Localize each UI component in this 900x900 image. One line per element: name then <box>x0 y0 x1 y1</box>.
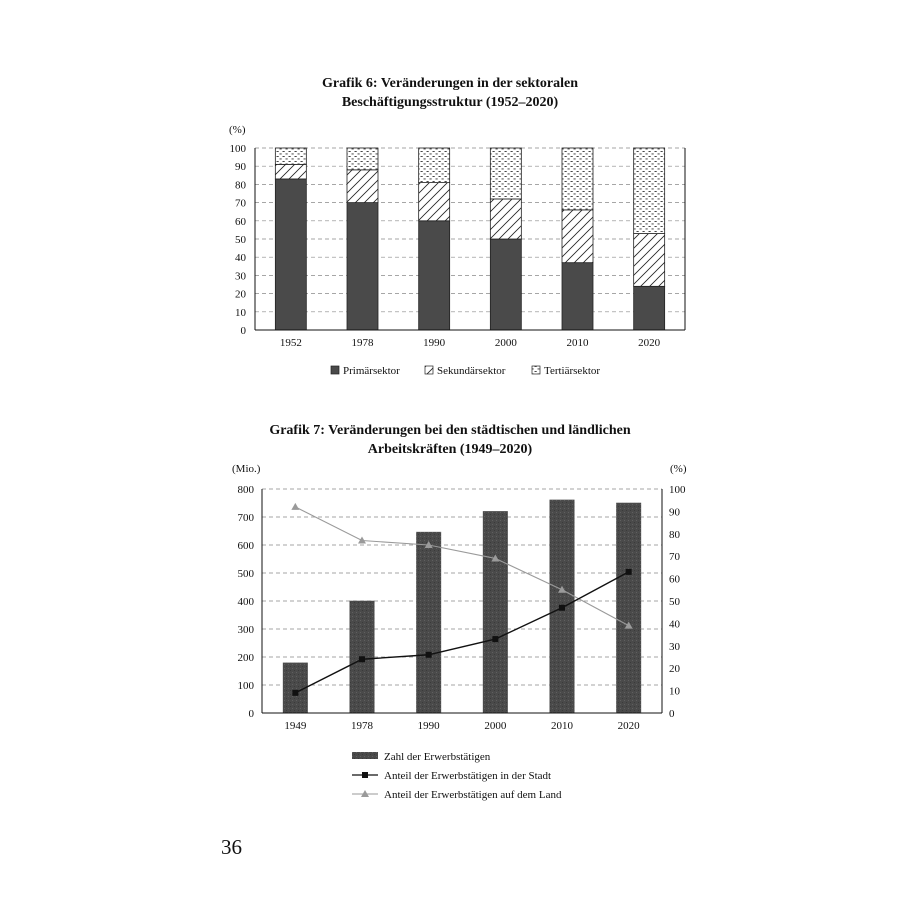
chart-7-y-right-tick-label: 10 <box>669 685 680 698</box>
chart-7-line-anteil-der-erwerbst-tigen-in-der-stadt <box>295 572 628 693</box>
chart-7-x-tick-label: 2000 <box>484 720 507 732</box>
chart-6-y-tick-label: 40 <box>235 252 246 265</box>
chart-6-legend-label-terti-rsektor: Tertiärsektor <box>544 365 601 377</box>
chart-6-y-tick-label: 70 <box>235 197 246 210</box>
chart-6-x-tick-label: 2000 <box>494 337 517 349</box>
chart-7-x-tick-label: 1949 <box>284 720 307 732</box>
chart-6-y-tick-label: 90 <box>235 161 246 174</box>
chart-6-x-tick-label: 1952 <box>279 337 302 349</box>
chart-7-legend-marker-urban <box>362 772 368 778</box>
chart-7-legend-label-rural: Anteil der Erwerbstätigen auf dem Land <box>384 789 562 801</box>
chart-6-legend-label-prim-rsektor: Primärsektor <box>343 365 400 377</box>
chart-6-x-tick-label: 2020 <box>638 337 661 349</box>
chart-7-x-tick-label: 2010 <box>551 720 573 732</box>
chart-7-x-tick-label: 1990 <box>417 720 440 732</box>
chart-7-bar-erwerbstaetige <box>483 511 508 713</box>
chart-6-legend-label-sekund-rsektor: Sekundärsektor <box>437 365 506 377</box>
chart-7-title-line-1: Grafik 7: Veränderungen bei den städtischen und ländlichen <box>269 423 631 438</box>
chart-7-x-tick-label: 1978 <box>351 720 373 732</box>
chart-6-title-line-1: Grafik 6: Veränderungen in der sektoralen <box>321 76 579 91</box>
chart-7-legend-swatch-bars <box>352 752 378 759</box>
chart-7-point-anteil-der-erwerbst-tigen-in-der-stadt <box>559 605 565 611</box>
chart-7-y-left-tick-label: 700 <box>237 512 254 524</box>
chart-7-bar-erwerbstaetige <box>616 503 641 713</box>
chart-7-y-left-tick-label: 300 <box>237 624 254 636</box>
chart-7-title-line-2: Arbeitskräften (1949–2020) <box>367 442 533 457</box>
chart-6-x-tick-label: 1978 <box>351 337 374 349</box>
chart-6-y-tick-label: 80 <box>235 179 246 192</box>
chart-7-y-right-tick-label: 90 <box>669 506 680 519</box>
chart-6-y-tick-label: 10 <box>235 306 246 319</box>
chart-7-point-anteil-der-erwerbst-tigen-in-der-stadt <box>359 656 365 662</box>
page-number: 36 <box>221 835 242 859</box>
chart-7-y-right-unit: (%) <box>670 463 687 475</box>
chart-6-y-tick-label: 100 <box>229 143 246 155</box>
chart-7-y-right-tick-label: 40 <box>669 618 680 631</box>
chart-7-point-anteil-der-erwerbst-tigen-auf-dem-land <box>291 503 299 510</box>
chart-6-y-unit: (%) <box>229 124 246 136</box>
chart-7-x-tick-label: 2020 <box>617 720 640 732</box>
chart-7-y-left-tick-label: 100 <box>237 680 254 692</box>
chart-7-legend-label-urban: Anteil der Erwerbstätigen in der Stadt <box>384 770 552 782</box>
chart-7-y-right-tick-label: 70 <box>669 551 680 564</box>
chart-7-y-left-tick-label: 400 <box>237 596 254 608</box>
chart-7-y-right-tick-label: 50 <box>669 596 680 608</box>
chart-7-y-right-tick-label: 20 <box>669 663 680 676</box>
chart-7-y-left-unit: (Mio.) <box>232 463 261 475</box>
chart-7-line-anteil-der-erwerbst-tigen-auf-dem-land <box>295 507 628 626</box>
chart-6-title-line-2: Beschäftigungsstruktur (1952–2020) <box>341 95 559 110</box>
chart-7-y-right-tick-label: 100 <box>669 484 686 496</box>
chart-6-x-tick-label: 2010 <box>566 337 589 349</box>
chart-6-y-tick-label: 0 <box>240 325 246 337</box>
chart-7-y-right-tick-label: 30 <box>669 640 680 653</box>
chart-7-y-right-tick-label: 0 <box>669 708 675 720</box>
chart-7-y-left-tick-label: 200 <box>237 652 254 664</box>
chart-7-point-anteil-der-erwerbst-tigen-auf-dem-land <box>358 537 366 544</box>
chart-6-x-tick-label: 1990 <box>423 337 446 349</box>
chart-7-y-left-tick-label: 500 <box>237 568 254 580</box>
chart-7-bar-erwerbstaetige <box>416 532 441 713</box>
chart-7-point-anteil-der-erwerbst-tigen-in-der-stadt <box>426 652 432 658</box>
chart-7-point-anteil-der-erwerbst-tigen-in-der-stadt <box>292 690 298 696</box>
chart-7-y-left-tick-label: 600 <box>237 540 254 552</box>
chart-7-y-left-tick-label: 0 <box>248 708 254 720</box>
chart-6-y-tick-label: 50 <box>235 234 246 246</box>
chart-7-legend-label-bars: Zahl der Erwerbstätigen <box>384 751 491 763</box>
chart-7-point-anteil-der-erwerbst-tigen-in-der-stadt <box>492 636 498 642</box>
chart-7-point-anteil-der-erwerbst-tigen-in-der-stadt <box>626 569 632 575</box>
chart-7-y-right-tick-label: 60 <box>669 573 680 586</box>
chart-6-y-tick-label: 60 <box>235 215 246 228</box>
chart-6-y-tick-label: 30 <box>235 270 246 283</box>
chart-7-y-left-tick-label: 800 <box>237 484 254 496</box>
chart-6-y-tick-label: 20 <box>235 288 246 301</box>
chart-7-y-right-tick-label: 80 <box>669 528 680 541</box>
